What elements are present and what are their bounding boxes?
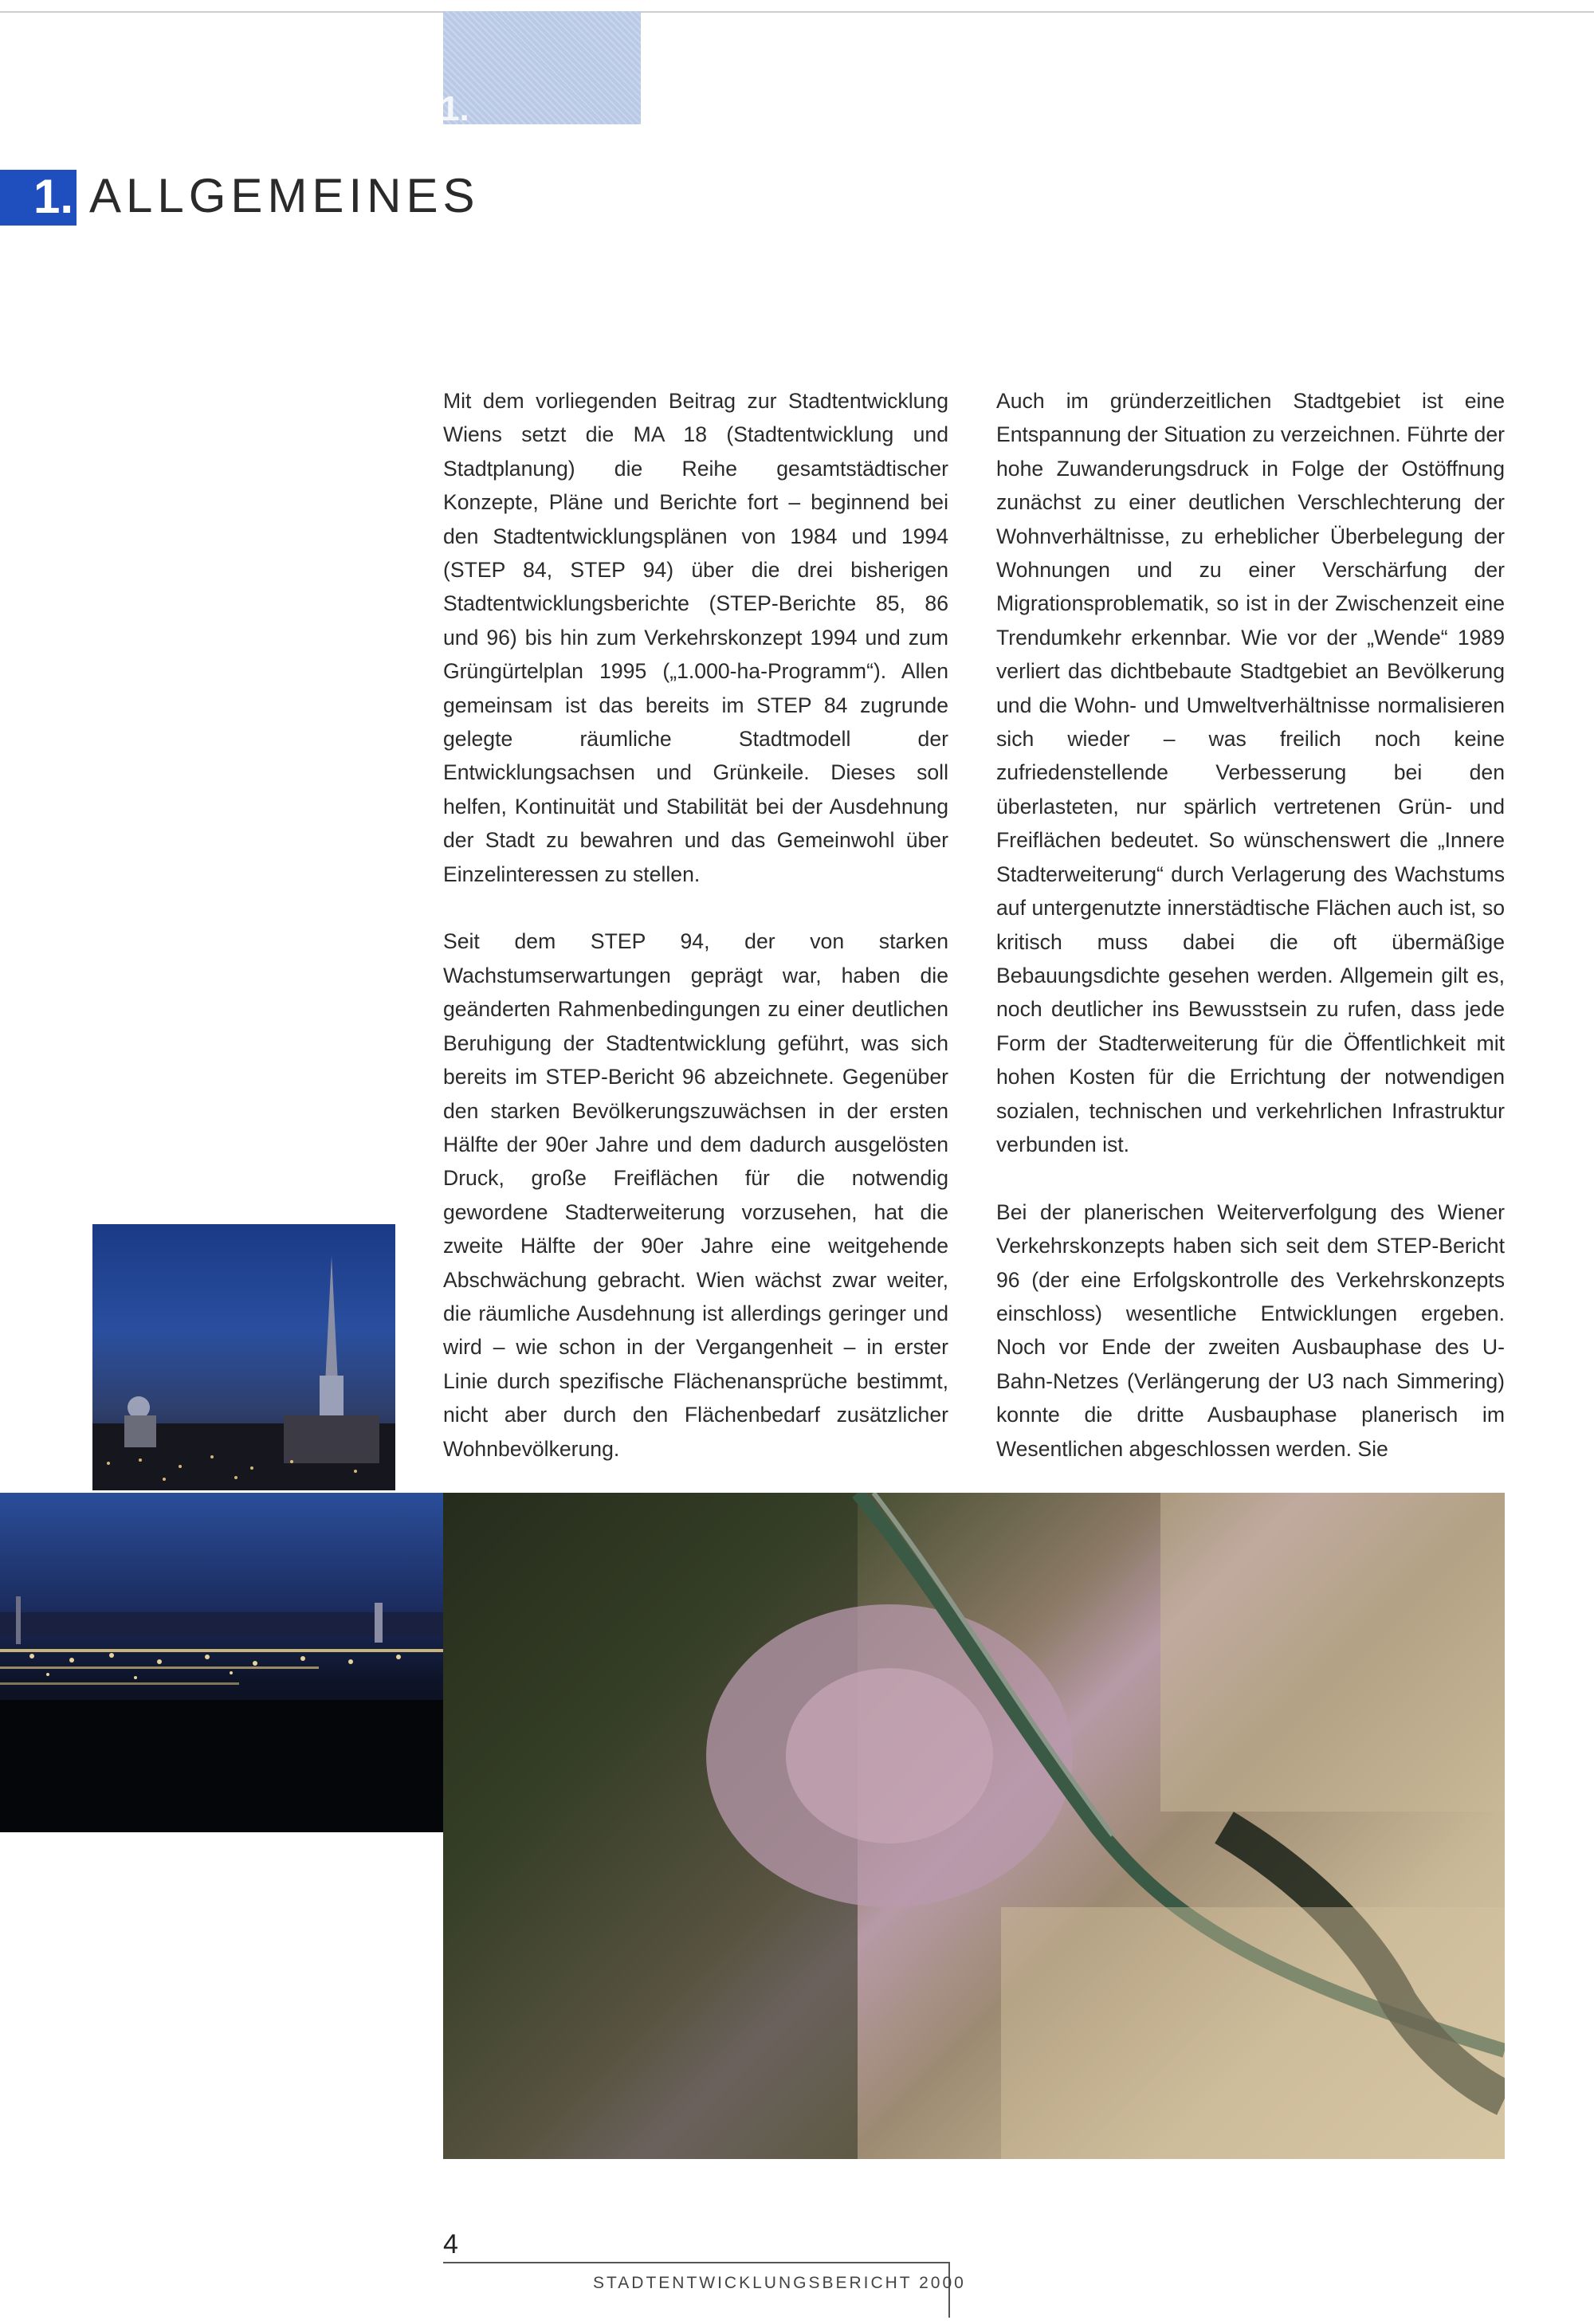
chapter-title: ALLGEMEINES	[89, 169, 480, 222]
text-column-left	[443, 384, 948, 1499]
cathedral-illustration	[92, 1224, 395, 1490]
satellite-illustration	[443, 1493, 1505, 2159]
page-number: 4	[443, 2229, 458, 2259]
chapter-number: 1.	[33, 170, 74, 223]
satellite-image	[443, 1493, 1505, 2159]
paragraph: Bei der planerischen Weiterverfolgung des Wiener Verkehrskonzepts haben sich seit dem STEP-Bericht 96 (der eine Erfolgskontrolle des Verkehrskonzepts einschloss) wesentliche Entwicklungen ergeben. Noch vor Ende der zweiten Ausbauphase des U-Bahn-Netzes (Verlängerung der U3 nach Simmering) konnte die dritte Ausbauphase planerisch im Wesentlichen abgeschlossen werden. Sie	[996, 1199, 1505, 1461]
chapter-tab-number: 1.	[440, 89, 469, 128]
text-column-right	[996, 384, 1505, 1499]
paragraph: Auch im gründerzeitlichen Stadtgebiet ist eine Entspannung der Situation zu verzeichnen. Führte der hohe Zuwanderungsdruck in Folge der Ostöffnung zunächst zu einer deutlichen Verschlechterung der Wohnverhältnisse, zu erheblicher Überbelegung der Wohnungen und zu einer Verschärfung der Migrationsproblematik, so ist in der Zwischenzeit eine Trendumkehr erkennbar. Wie vor der „Wende“ 1989 verliert das dichtbebaute Stadtgebiet an Bevölkerung und die Wohn- und Umweltverhältnisse normalisieren sich wieder – was freilich noch keine zufriedenstellende Verbesserung bei den überlasteten, nur spärlich vertretenen Grün- und Freiflächen bedeutet. So wünschenswert die „Innere Stadterweiterung“ durch Verlagerung des Wachstums auf untergenutzte innerstädtische Flächen auch ist, so kritisch muss dabei die oft übermäßige Bebauungsdichte gesehen werden. Allgemein gilt es, noch deutlicher ins Bewusstsein zu rufen, dass jede Form der Stadterweiterung für die Öffentlichkeit mit hohen Kosten für die Errichtung der notwendigen sozialen, technischen und verkehrlichen Infrastruktur verbunden ist.	[996, 389, 1505, 1156]
top-rule	[0, 11, 1594, 13]
cathedral-night-photo	[92, 1224, 395, 1490]
skyline-illustration	[0, 1493, 443, 1832]
publication-title: STADTENTWICKLUNGSBERICHT 2000	[593, 2274, 966, 2292]
footer-rule	[443, 2262, 950, 2263]
paragraph: Mit dem vorliegenden Beitrag zur Stadtentwicklung Wiens setzt die MA 18 (Stadtentwicklung und Stadtplanung) die Reihe gesamtstädtischer Konzepte, Pläne und Berichte fort – beginnend bei den Stadtentwicklungsplänen von 1984 und 1994 (STEP 84, STEP 94) über die drei bisherigen Stadtentwicklungsberichte (STEP-Berichte 85, 86 und 96) bis hin zum Verkehrskonzept 1994 und zum Grüngürtelplan 1995 („1.000-ha-Programm“). Allen gemeinsam ist das bereits im STEP 84 zugrunde gelegte räumliche Stadtmodell der Entwicklungsachsen und Grünkeile. Dieses soll helfen, Kontinuität und Stabilität bei der Ausdehnung der Stadt zu bewahren und das Gemeinwohl über Einzelinteressen zu stellen.	[443, 389, 948, 886]
paragraph: Seit dem STEP 94, der von starken Wachstumserwartungen geprägt war, haben die geänderten Rahmenbedingungen zu einer deutlichen Beruhigung der Stadtentwicklung geführt, was sich bereits im STEP-Bericht 96 abzeichnete. Gegenüber den starken Bevölkerungszuwächsen in der ersten Hälfte der 90er Jahre und dem dadurch ausgelösten Druck, große Freiflächen für die notwendig gewordene Stadterweiterung vorzusehen, hat die zweite Hälfte der 90er Jahre eine weitgehende Abschwächung gebracht. Wien wächst zwar weiter, die räumliche Ausdehnung ist allerdings geringer und wird – wie schon in der Vergangenheit – in erster Linie durch spezifische Flächenansprüche bestimmt, nicht aber durch den Flächenbedarf zusätzlicher Wohnbevölkerung.	[443, 929, 948, 1461]
danube-night-photo	[0, 1493, 443, 1832]
chapter-tab	[443, 11, 641, 124]
